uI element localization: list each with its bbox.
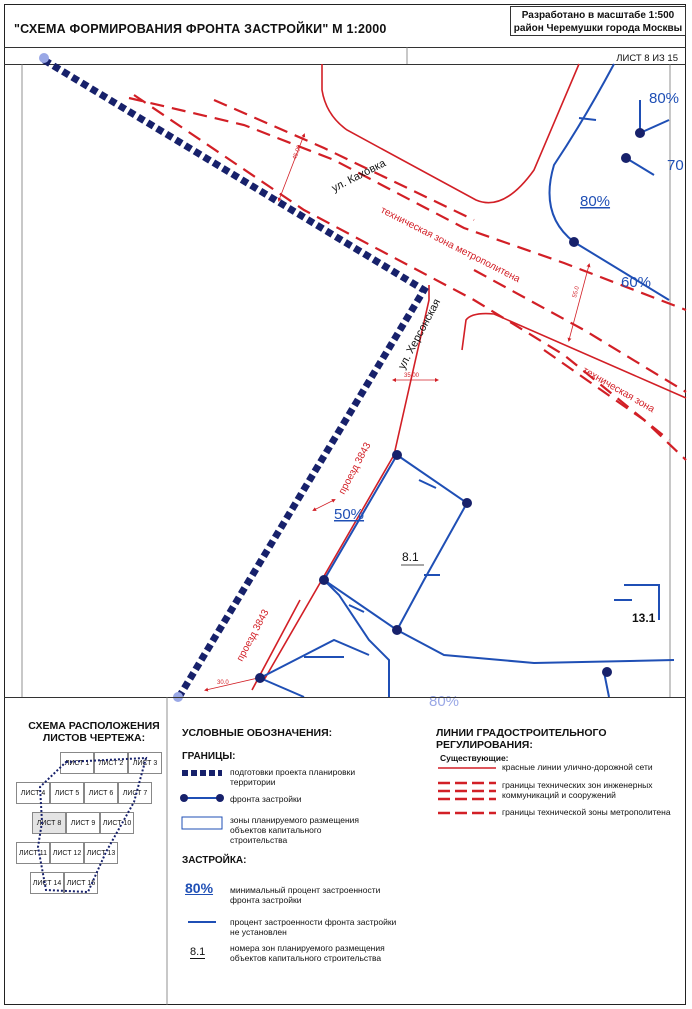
sheet-number: ЛИСТ 8 ИЗ 15 [616, 53, 678, 64]
scale-line-1: Разработано в масштабе 1:500 [521, 10, 675, 21]
red-lines [252, 64, 686, 690]
drawing-title: "СХЕМА ФОРМИРОВАНИЯ ФРОНТА ЗАСТРОЙКИ" М 1:2000 [14, 22, 387, 36]
sheet-cell: ЛИСТ 10 [100, 812, 134, 834]
proezd-label: проезд 3843 [336, 440, 374, 497]
regulation-lines-title [436, 727, 607, 751]
sheet-layout-title-1: СХЕМА РАСПОЛОЖЕНИЯ [28, 720, 160, 732]
sheet-layout-outline [16, 752, 166, 897]
sheet-cell: ЛИСТ 5 [50, 782, 84, 804]
dimension-label: 55.0 [572, 285, 581, 299]
percent-unset-symbol [188, 919, 218, 925]
street-label-kakhovka: ул. Каховка [329, 157, 388, 195]
sheet-cell: ЛИСТ 14 [30, 872, 64, 894]
dimension-label: 30.0 [217, 680, 229, 686]
front-percent-label: 60% [621, 274, 652, 291]
zone-number: 13.1 [632, 611, 656, 625]
front-percent-label: 80% [580, 193, 611, 210]
boundaries-title: ГРАНИЦЫ: [182, 751, 236, 762]
sheet-cell: ЛИСТ 7 [118, 782, 152, 804]
boundary-zones-text: зоны планируемого размещения объектов капитального строительства [230, 815, 360, 845]
tech-zones-text: границы технических зон инженерных коммуникаций и сооружений [502, 780, 653, 800]
metro-zone-label: техническая зона метрополитена [378, 204, 522, 286]
zone-sample: 8.1 [190, 946, 206, 958]
regulation-lines-title-1: ЛИНИИ ГРАДОСТРОИТЕЛЬНОГО [436, 727, 607, 739]
regulation-lines-title-2: РЕГУЛИРОВАНИЯ: [436, 739, 533, 751]
sheet-cell: ЛИСТ 15 [64, 872, 98, 894]
sheet-cell: ЛИСТ 3 [128, 752, 162, 774]
map-canvas [4, 0, 686, 710]
sheet-cell: ЛИСТ 6 [84, 782, 118, 804]
building-title: ЗАСТРОЙКА: [182, 855, 247, 866]
legend-panel [4, 697, 686, 1005]
sheet-cell: ЛИСТ 2 [94, 752, 128, 774]
boundary-front-text: фронта застройки [230, 794, 302, 804]
legend-separator [166, 697, 168, 1005]
conventions-title: УСЛОВНЫЕ ОБОЗНАЧЕНИЯ: [182, 727, 333, 739]
regulation-line-symbols [436, 763, 498, 833]
zone-number: 8.1 [402, 550, 419, 564]
street-label-khersonskaya: ул. Херсонская [396, 297, 444, 372]
percent-min-text: минимальный процент застроенности фронта застройки [230, 885, 381, 905]
percent-sample: 80% [185, 880, 214, 896]
percent-unset-text: процент застроенности фронта застройки не установлен [230, 917, 397, 937]
scale-line-2: район Черемушки города Москвы [513, 23, 683, 34]
sheet-layout-title [24, 720, 164, 744]
metro-zone-label: техническая зона [580, 365, 657, 416]
sheet-cell: ЛИСТ 9 [66, 812, 100, 834]
dimension-label: 35.00 [404, 373, 420, 379]
boundary-symbols [180, 765, 225, 835]
proezd-label: проезд 3843 [234, 607, 272, 664]
front-percent-label: 80% [649, 90, 680, 107]
front-nodes [255, 128, 645, 683]
sheet-cell: ЛИСТ 12 [50, 842, 84, 864]
front-percent-label: 50% [334, 506, 365, 523]
metro-zone-text: границы технической зоны метрополитена [502, 807, 671, 817]
boundary-planning-text: подготовки проекта планировки территории [230, 767, 356, 787]
existing-subtitle: Существующие: [440, 753, 509, 763]
front-percent-label: 70 [667, 157, 684, 174]
front-percent-label: 80% [429, 693, 460, 710]
boundary-endpoint [39, 53, 49, 63]
sheet-layout-title-2: ЛИСТОВ ЧЕРТЕЖА: [42, 732, 146, 744]
zone-number-text: номера зон планируемого размещения объектов капитального строительства [230, 943, 385, 963]
red-lines-text: красные линии улично-дорожной сети [502, 762, 653, 772]
dimension-label: 45.00 [292, 144, 304, 161]
sheet-cell: ЛИСТ 1 [60, 752, 94, 774]
sheet-cell-current: ЛИСТ 8 [32, 812, 66, 834]
sheet-cell: ЛИСТ 4 [16, 782, 50, 804]
planning-boundary [44, 60, 424, 697]
sheet-cell: ЛИСТ 11 [16, 842, 50, 864]
sheet-cell: ЛИСТ 13 [84, 842, 118, 864]
